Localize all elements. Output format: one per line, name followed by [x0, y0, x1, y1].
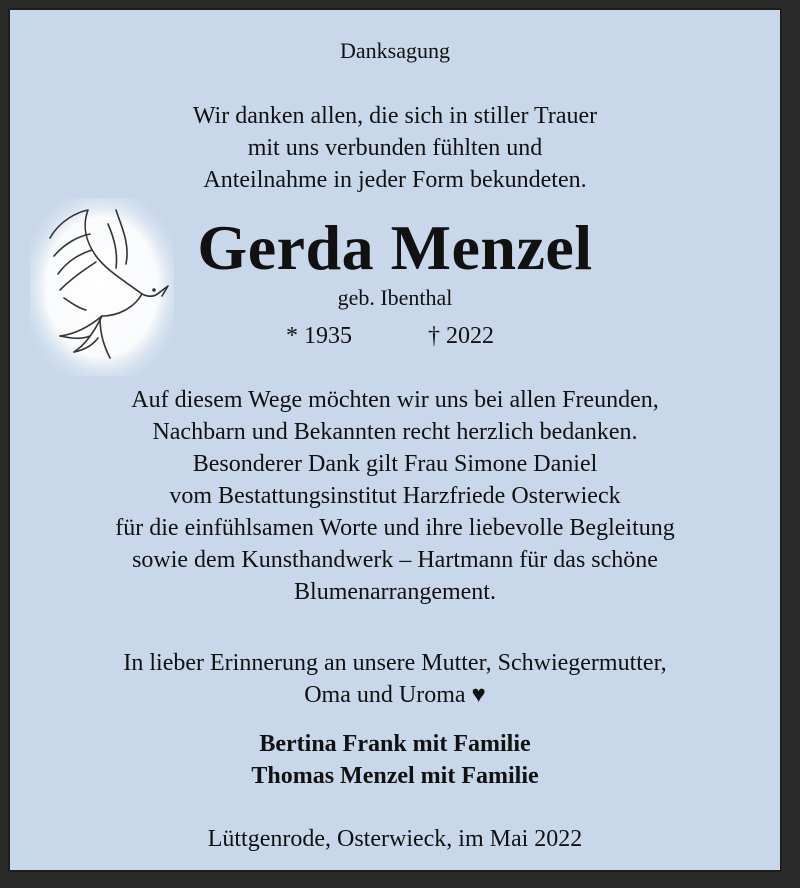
- body-line: Auf diesem Wege möchten wir uns bei allen Freunden,: [131, 387, 659, 413]
- body-line: vom Bestattungsinstitut Harzfriede Osterwieck: [169, 483, 621, 509]
- signer: Bertina Frank mit Familie: [259, 731, 531, 757]
- place-date: Lüttgenrode, Osterwieck, im Mai 2022: [207, 826, 583, 852]
- obituary-card: [8, 8, 782, 872]
- thanks-body: [10, 384, 780, 608]
- signers-block: [10, 728, 780, 792]
- heading: Danksagung: [340, 38, 450, 63]
- intro-block: [10, 100, 780, 196]
- memory-block: [10, 647, 780, 711]
- intro-line: Anteilnahme in jeder Form bekundeten.: [203, 167, 587, 193]
- memory-line: Oma und Uroma ♥: [304, 682, 486, 708]
- signer: Thomas Menzel mit Familie: [251, 763, 539, 789]
- deceased-name: Gerda Menzel: [197, 212, 593, 283]
- death-year: † 2022: [428, 323, 494, 349]
- intro-line: Wir danken allen, die sich in stiller Trauer: [192, 103, 598, 129]
- body-line: Nachbarn und Bekannten recht herzlich bedanken.: [152, 419, 638, 445]
- birth-year: * 1935: [286, 323, 352, 349]
- body-line: Besonderer Dank gilt Frau Simone Daniel: [192, 451, 598, 477]
- body-line: für die einfühlsamen Worte und ihre liebevolle Begleitung: [115, 515, 675, 541]
- memory-line: In lieber Erinnerung an unsere Mutter, Schwiegermutter,: [123, 650, 667, 676]
- intro-line: mit uns verbunden fühlten und: [247, 135, 543, 161]
- body-line: sowie dem Kunsthandwerk – Hartmann für das schöne: [132, 547, 658, 573]
- body-line: Blumenarrangement.: [294, 579, 496, 605]
- maiden-name: geb. Ibenthal: [337, 285, 453, 310]
